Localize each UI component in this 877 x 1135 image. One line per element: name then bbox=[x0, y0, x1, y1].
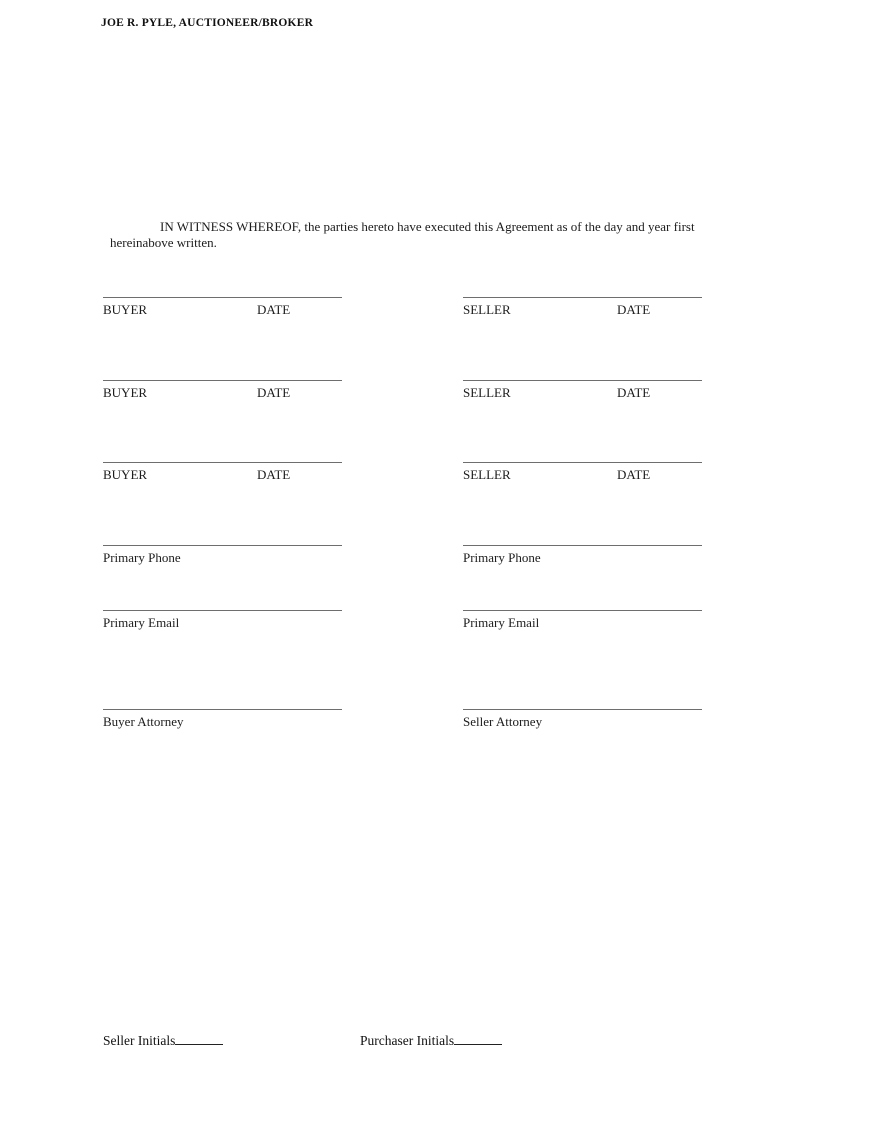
seller-primary-phone-line[interactable] bbox=[463, 545, 702, 546]
seller-signature-field-1 bbox=[463, 297, 702, 318]
seller-attorney-field bbox=[463, 709, 702, 730]
date-label: DATE bbox=[257, 467, 291, 482]
seller-primary-email-line[interactable] bbox=[463, 610, 702, 611]
date-label: DATE bbox=[617, 302, 651, 317]
seller-signature-line-1[interactable] bbox=[463, 297, 702, 298]
buyer-primary-email-line[interactable] bbox=[103, 610, 342, 611]
seller-initials-label: Seller Initials bbox=[103, 1033, 176, 1048]
seller-signature-line-3[interactable] bbox=[463, 462, 702, 463]
date-label: DATE bbox=[257, 302, 291, 317]
buyer-primary-phone-line[interactable] bbox=[103, 545, 342, 546]
seller-initials-blank[interactable] bbox=[175, 1031, 223, 1045]
buyer-primary-phone-field bbox=[103, 545, 342, 566]
primary-phone-label: Primary Phone bbox=[103, 550, 181, 565]
buyer-attorney-field bbox=[103, 709, 342, 730]
purchaser-initials-field bbox=[360, 1031, 502, 1049]
seller-signature-line-2[interactable] bbox=[463, 380, 702, 381]
buyer-label: BUYER bbox=[103, 385, 148, 400]
seller-initials-field bbox=[103, 1031, 223, 1049]
seller-label: SELLER bbox=[463, 385, 511, 400]
buyer-primary-email-field bbox=[103, 610, 342, 631]
buyer-signature-line-2[interactable] bbox=[103, 380, 342, 381]
seller-label: SELLER bbox=[463, 302, 511, 317]
seller-signature-field-2 bbox=[463, 380, 702, 401]
primary-email-label: Primary Email bbox=[103, 615, 180, 630]
purchaser-initials-blank[interactable] bbox=[454, 1031, 502, 1045]
buyer-signature-line-1[interactable] bbox=[103, 297, 342, 298]
page-title: JOE R. PYLE, AUCTIONEER/BROKER bbox=[101, 17, 314, 29]
buyer-signature-field-3 bbox=[103, 462, 342, 483]
date-label: DATE bbox=[257, 385, 291, 400]
date-label: DATE bbox=[617, 467, 651, 482]
date-label: DATE bbox=[617, 385, 651, 400]
buyer-signature-line-3[interactable] bbox=[103, 462, 342, 463]
buyer-label: BUYER bbox=[103, 467, 148, 482]
seller-primary-email-field bbox=[463, 610, 702, 631]
witness-clause-paragraph: IN WITNESS WHEREOF, the parties hereto have executed this Agreement as of the day and year first hereinabove written. bbox=[110, 219, 695, 250]
buyer-attorney-line[interactable] bbox=[103, 709, 342, 710]
buyer-signature-field-1 bbox=[103, 297, 342, 318]
seller-primary-phone-field bbox=[463, 545, 702, 566]
buyer-attorney-label: Buyer Attorney bbox=[103, 714, 184, 729]
seller-label: SELLER bbox=[463, 467, 511, 482]
primary-email-label: Primary Email bbox=[463, 615, 540, 630]
buyer-signature-field-2 bbox=[103, 380, 342, 401]
buyer-label: BUYER bbox=[103, 302, 148, 317]
seller-attorney-label: Seller Attorney bbox=[463, 714, 543, 729]
primary-phone-label: Primary Phone bbox=[463, 550, 541, 565]
seller-signature-field-3 bbox=[463, 462, 702, 483]
seller-attorney-line[interactable] bbox=[463, 709, 702, 710]
purchaser-initials-label: Purchaser Initials bbox=[360, 1033, 455, 1048]
